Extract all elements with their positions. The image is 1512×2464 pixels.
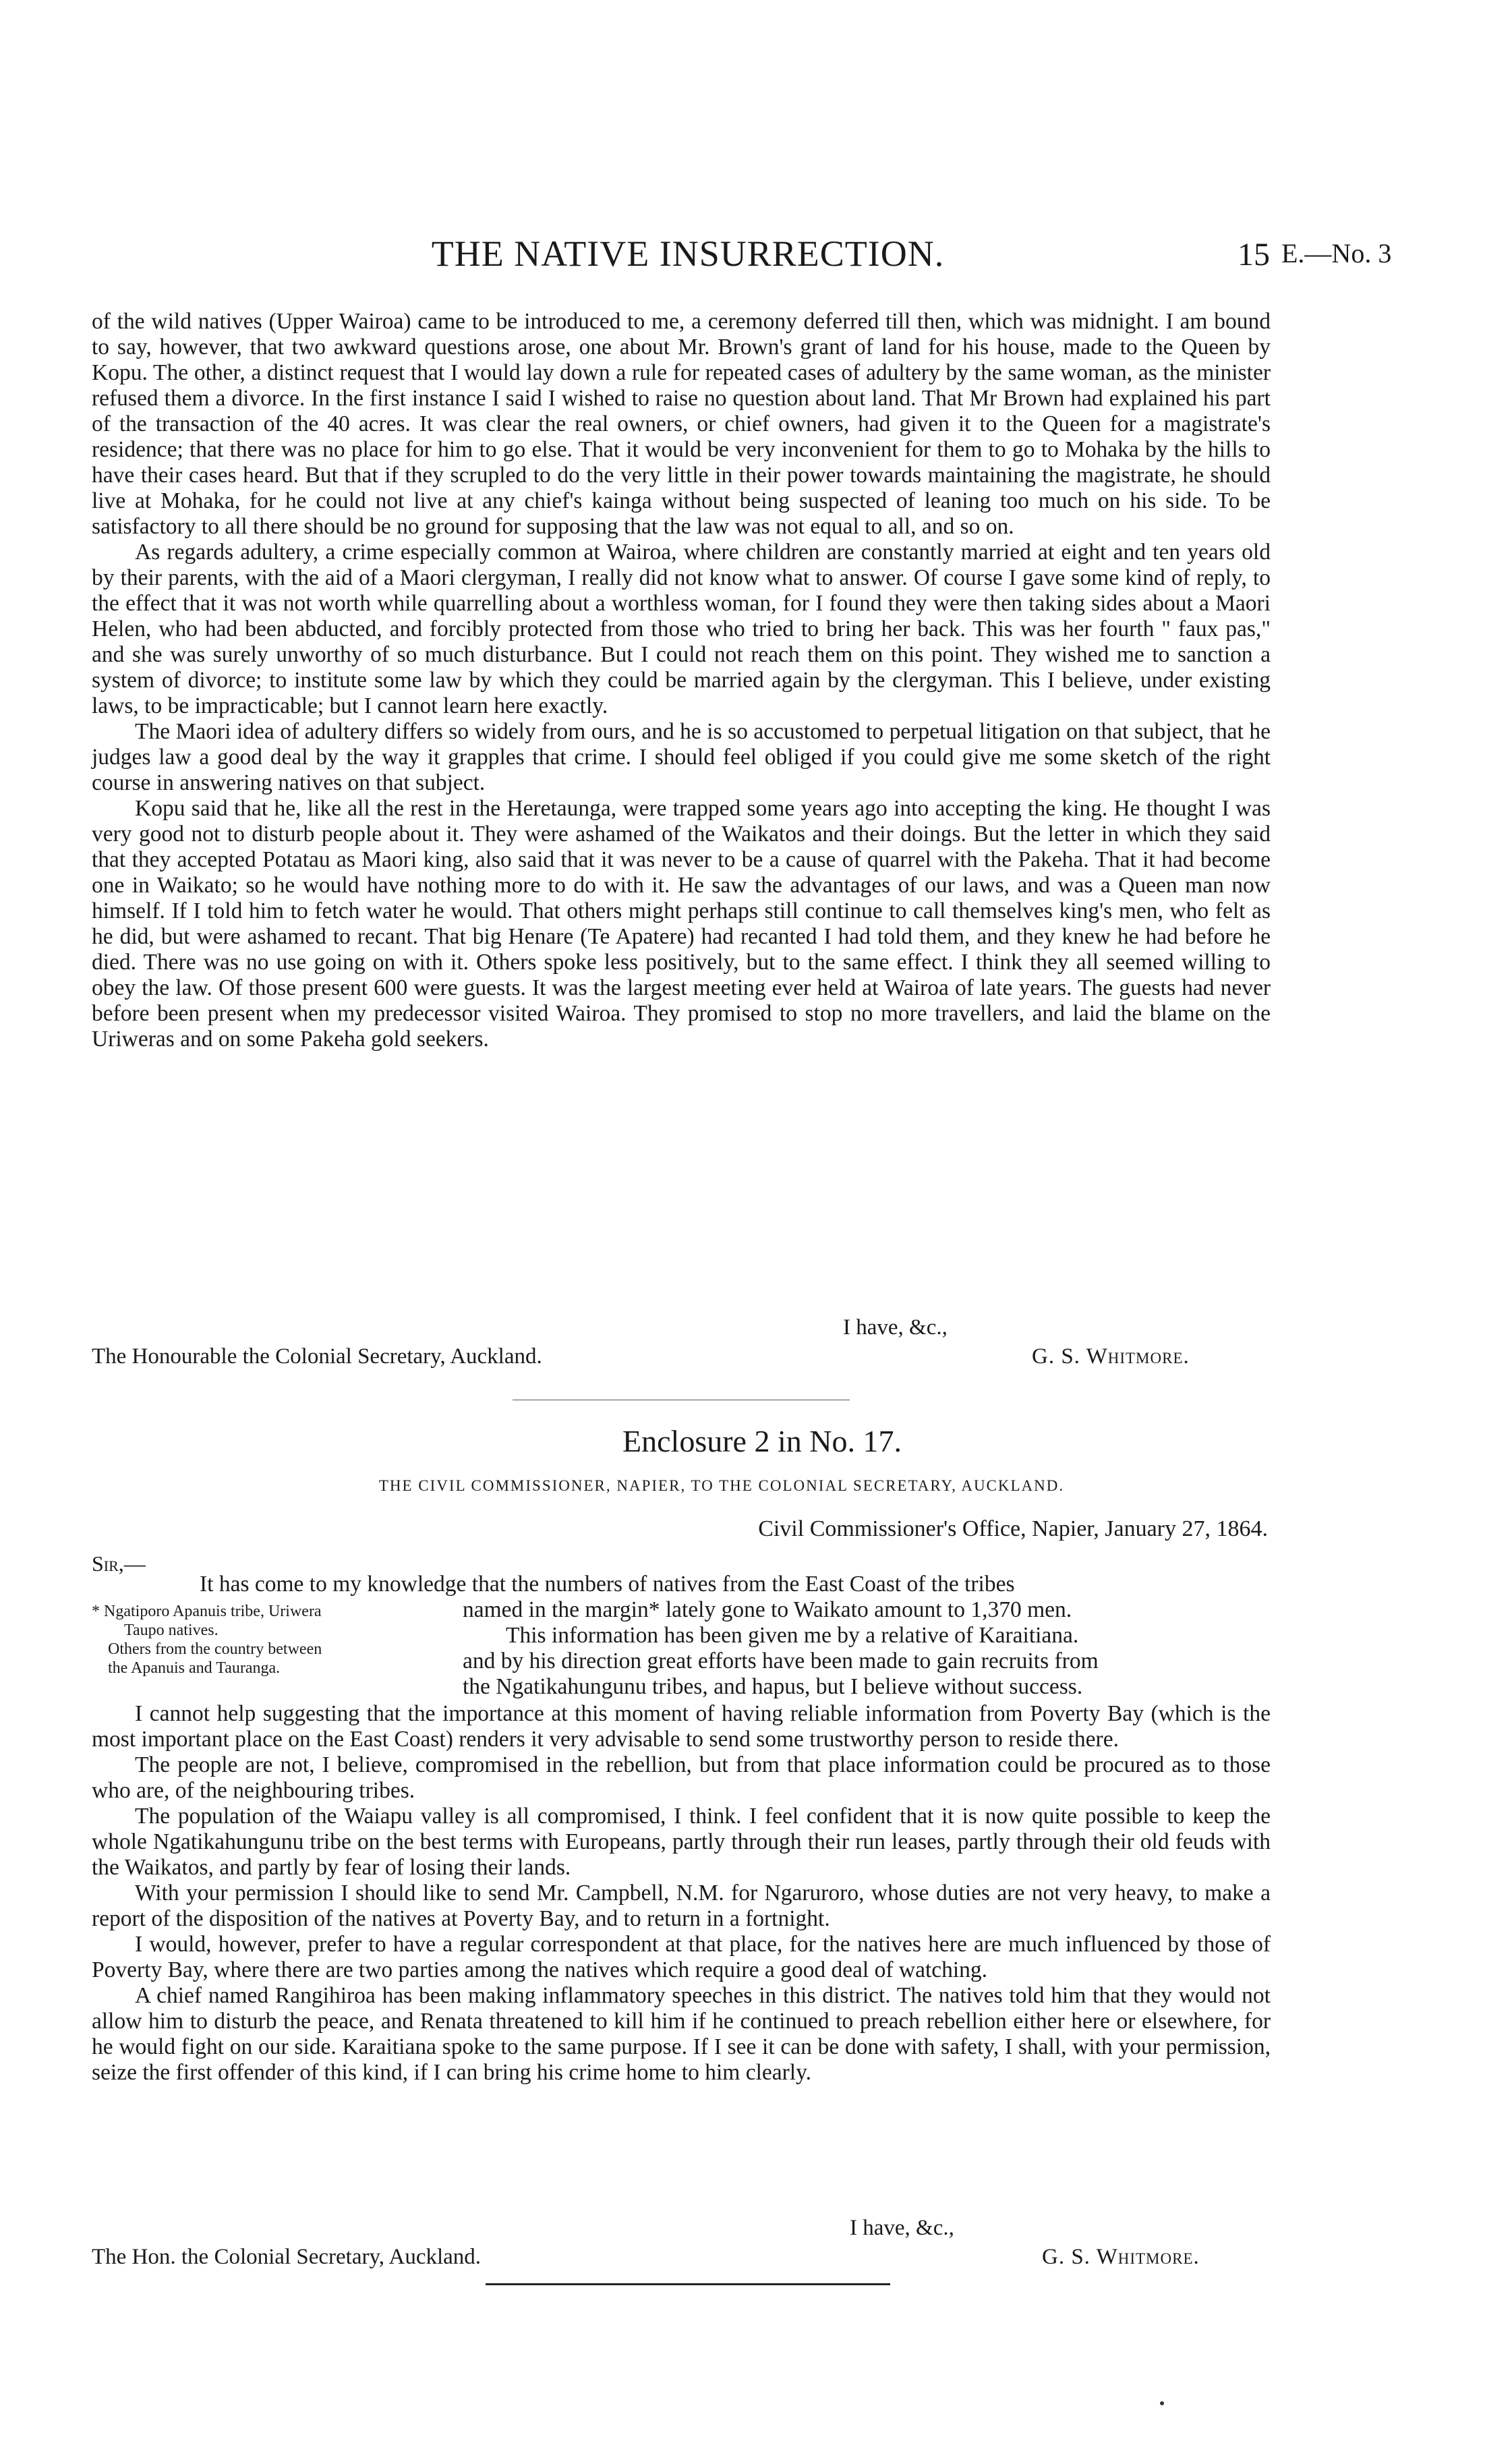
letter1-paragraph: Kopu said that he, like all the rest in the Heretaunga, were trapped some years ago into accepting the king. He thought I was very good not to disturb people about it. They were ashamed of the Waikatos and their doings. But the letter in which they said that they accepted Potatau as Maori king, also said that it was never to be a cause of quarrel with the Pakeha. That it had become one in Waikato; so he would have nothing more to do with it. He saw the advantages of our laws, and was a Queen man now himself. If I told him to fetch water he would. That others might perhaps still continue to call themselves king's men, who felt as he did, but were ashamed to recant. That big Henare (Te Apatere) had recanted I had told them, and they knew he had before he died. There was no use going on with it. Others spoke less positively, but to the same effect. I think they all seemed willing to obey the law. Of those present 600 were guests. It was the largest meeting ever held at Wairoa of late years. The guests had never before been present when my predecessor visited Wairoa. They promised to stop no more travellers, and laid the blame on the Uriweras and on some Pakeha gold seekers. [92, 796, 1271, 1052]
letter1-paragraph: As regards adultery, a crime especially common at Wairoa, where children are constantly married at eight and ten years old by their parents, with the aid of a Maori clergyman, I really did not know what to answer. Of course I gave some kind of reply, to the effect that it was not worth while quarrelling about a worthless woman, for I found they were then taking sides about a Maori Helen, who had been abducted, and forcibly protected from those who tried to bring her back. This was her fourth " faux pas," and she was surely unworthy of so much disturbance. But I could not reach them on this point. They wished me to sanction a system of divorce; to institute some law by which they could be married again by the clergyman. This I believe, under existing laws, to be impracticable; but I cannot learn here exactly. [92, 540, 1271, 718]
enclosure-paragraph: The people are not, I believe, compromised in the rebellion, but from that place information could be procured as to those who are, of the neighbouring tribes. [92, 1752, 1271, 1803]
enclosure-closing: I have, &c., [850, 2216, 954, 2240]
enclosure-text-line: the Ngatikahungunu tribes, and hapus, but I believe without success. [463, 1674, 1083, 1699]
letter1-body [92, 309, 1271, 1052]
enclosure-dateline: Civil Commissioner's Office, Napier, January 27, 1864. [758, 1516, 1268, 1541]
enclosure-paragraph: With your permission I should like to send Mr. Campbell, N.M. for Ngaruroro, whose duties are not very heavy, to make a report of the disposition of the natives at Poverty Bay, and to return in a fortnight. [92, 1881, 1271, 1931]
margin-note-line: * Ngatiporo Apanuis tribe, Uriwera [92, 1603, 322, 1620]
enclosure-paragraph: The population of the Waiapu valley is all compromised, I think. I feel confident that it is now quite possible to keep the whole Ngatikahungunu tribe on the best terms with Europeans, partly through their run leases, partly through their old feuds with the Waikatos, and partly by fear of losing their lands. [92, 1804, 1271, 1880]
page-speck [1160, 2401, 1164, 2405]
enclosure-text-line: and by his direction great efforts have been made to gain recruits from [463, 1649, 1099, 1673]
end-rule [486, 2283, 890, 2285]
enclosure-addressee: The Hon. the Colonial Secretary, Auckland. [92, 2245, 482, 2269]
margin-note-line: the Apanuis and Tauranga. [108, 1659, 281, 1677]
enclosure-salutation: Sir,— [92, 1551, 146, 1576]
letter1-closing: I have, &c., [843, 1315, 948, 1340]
enclosure-paragraph: A chief named Rangihiroa has been making inflammatory speeches in this district. The natives told him that they would not allow him to disturb the peace, and Renata threatened to kill him if he continued to preach rebellion either here or elsewhere, for he would fight on our side. Karaitiana spoke to the same purpose. If I see it can be done with safety, I shall, with your permission, seize the first offender of this kind, if I can bring his crime home to him clearly. [92, 1983, 1271, 2085]
page-number: 15 [1238, 237, 1270, 273]
letter1-signature: G. S. Whitmore. [1032, 1344, 1190, 1369]
running-title: THE NATIVE INSURRECTION. [431, 233, 945, 274]
enclosure-text-line: It has come to my knowledge that the numbers of natives from the East Coast of the tribes [200, 1572, 1015, 1597]
margin-note-line: Taupo natives. [124, 1622, 219, 1639]
enclosure-paragraph: I cannot help suggesting that the importance at this moment of having reliable information from Poverty Bay (which is the most important place on the East Coast) renders it very advisable to send some trustworthy person to reside there. [92, 1701, 1271, 1752]
document-reference: E.—No. 3 [1281, 238, 1392, 268]
letter1-addressee: The Honourable the Colonial Secretary, Auckland. [92, 1344, 542, 1369]
enclosure-paragraph-first [200, 1572, 1271, 1700]
margin-note-line: Others from the country between [108, 1640, 322, 1658]
enclosure-paragraph: I would, however, prefer to have a regular correspondent at that place, for the natives here are much influenced by those of Poverty Bay, where there are two parties among the natives which require a good deal of watching. [92, 1932, 1271, 1982]
enclosure-text-line: This information has been given me by a relative of Karaitiana. [506, 1623, 1079, 1648]
enclosure-body [92, 1701, 1271, 2086]
enclosure-heading: THE CIVIL COMMISSIONER, NAPIER, TO THE COLONIAL SECRETARY, AUCKLAND. [378, 1477, 1065, 1494]
enclosure-text-line: named in the margin* lately gone to Waikato amount to 1,370 men. [463, 1597, 1072, 1622]
enclosure-title: Enclosure 2 in No. 17. [622, 1424, 902, 1458]
enclosure-signature: G. S. Whitmore. [1042, 2245, 1200, 2269]
letter1-paragraph: of the wild natives (Upper Wairoa) came to be introduced to me, a ceremony deferred till then, which was midnight. I am bound to say, however, that two awkward questions arose, one about Mr. Brown's grant of land for his house, made to the Queen by Kopu. The other, a distinct request that I would lay down a rule for repeated cases of adultery by the same woman, as the minister refused them a divorce. In the first instance I said I wished to raise no question about land. That Mr Brown had explained his part of the transaction of the 40 acres. It was clear the real owners, or chief owners, had given it to the Queen for a magistrate's residence; that there was no place for him to go else. That it would be very inconvenient for them to go to Mohaka by the hills to have their cases heard. But that if they scrupled to do the very little in their power towards maintaining the magistrate, he should live at Mohaka, for he could not live at any chief's kainga without being suspected of leaning too much on his side. To be satisfactory to all there should be no ground for supposing that the law was not equal to all, and so on. [92, 309, 1271, 539]
letter1-paragraph: The Maori idea of adultery differs so widely from ours, and he is so accustomed to perpetual litigation on that subject, that he judges law a good deal by the way it grapples that crime. I should feel obliged if you could give me some sketch of the right course in answering natives on that subject. [92, 719, 1271, 795]
